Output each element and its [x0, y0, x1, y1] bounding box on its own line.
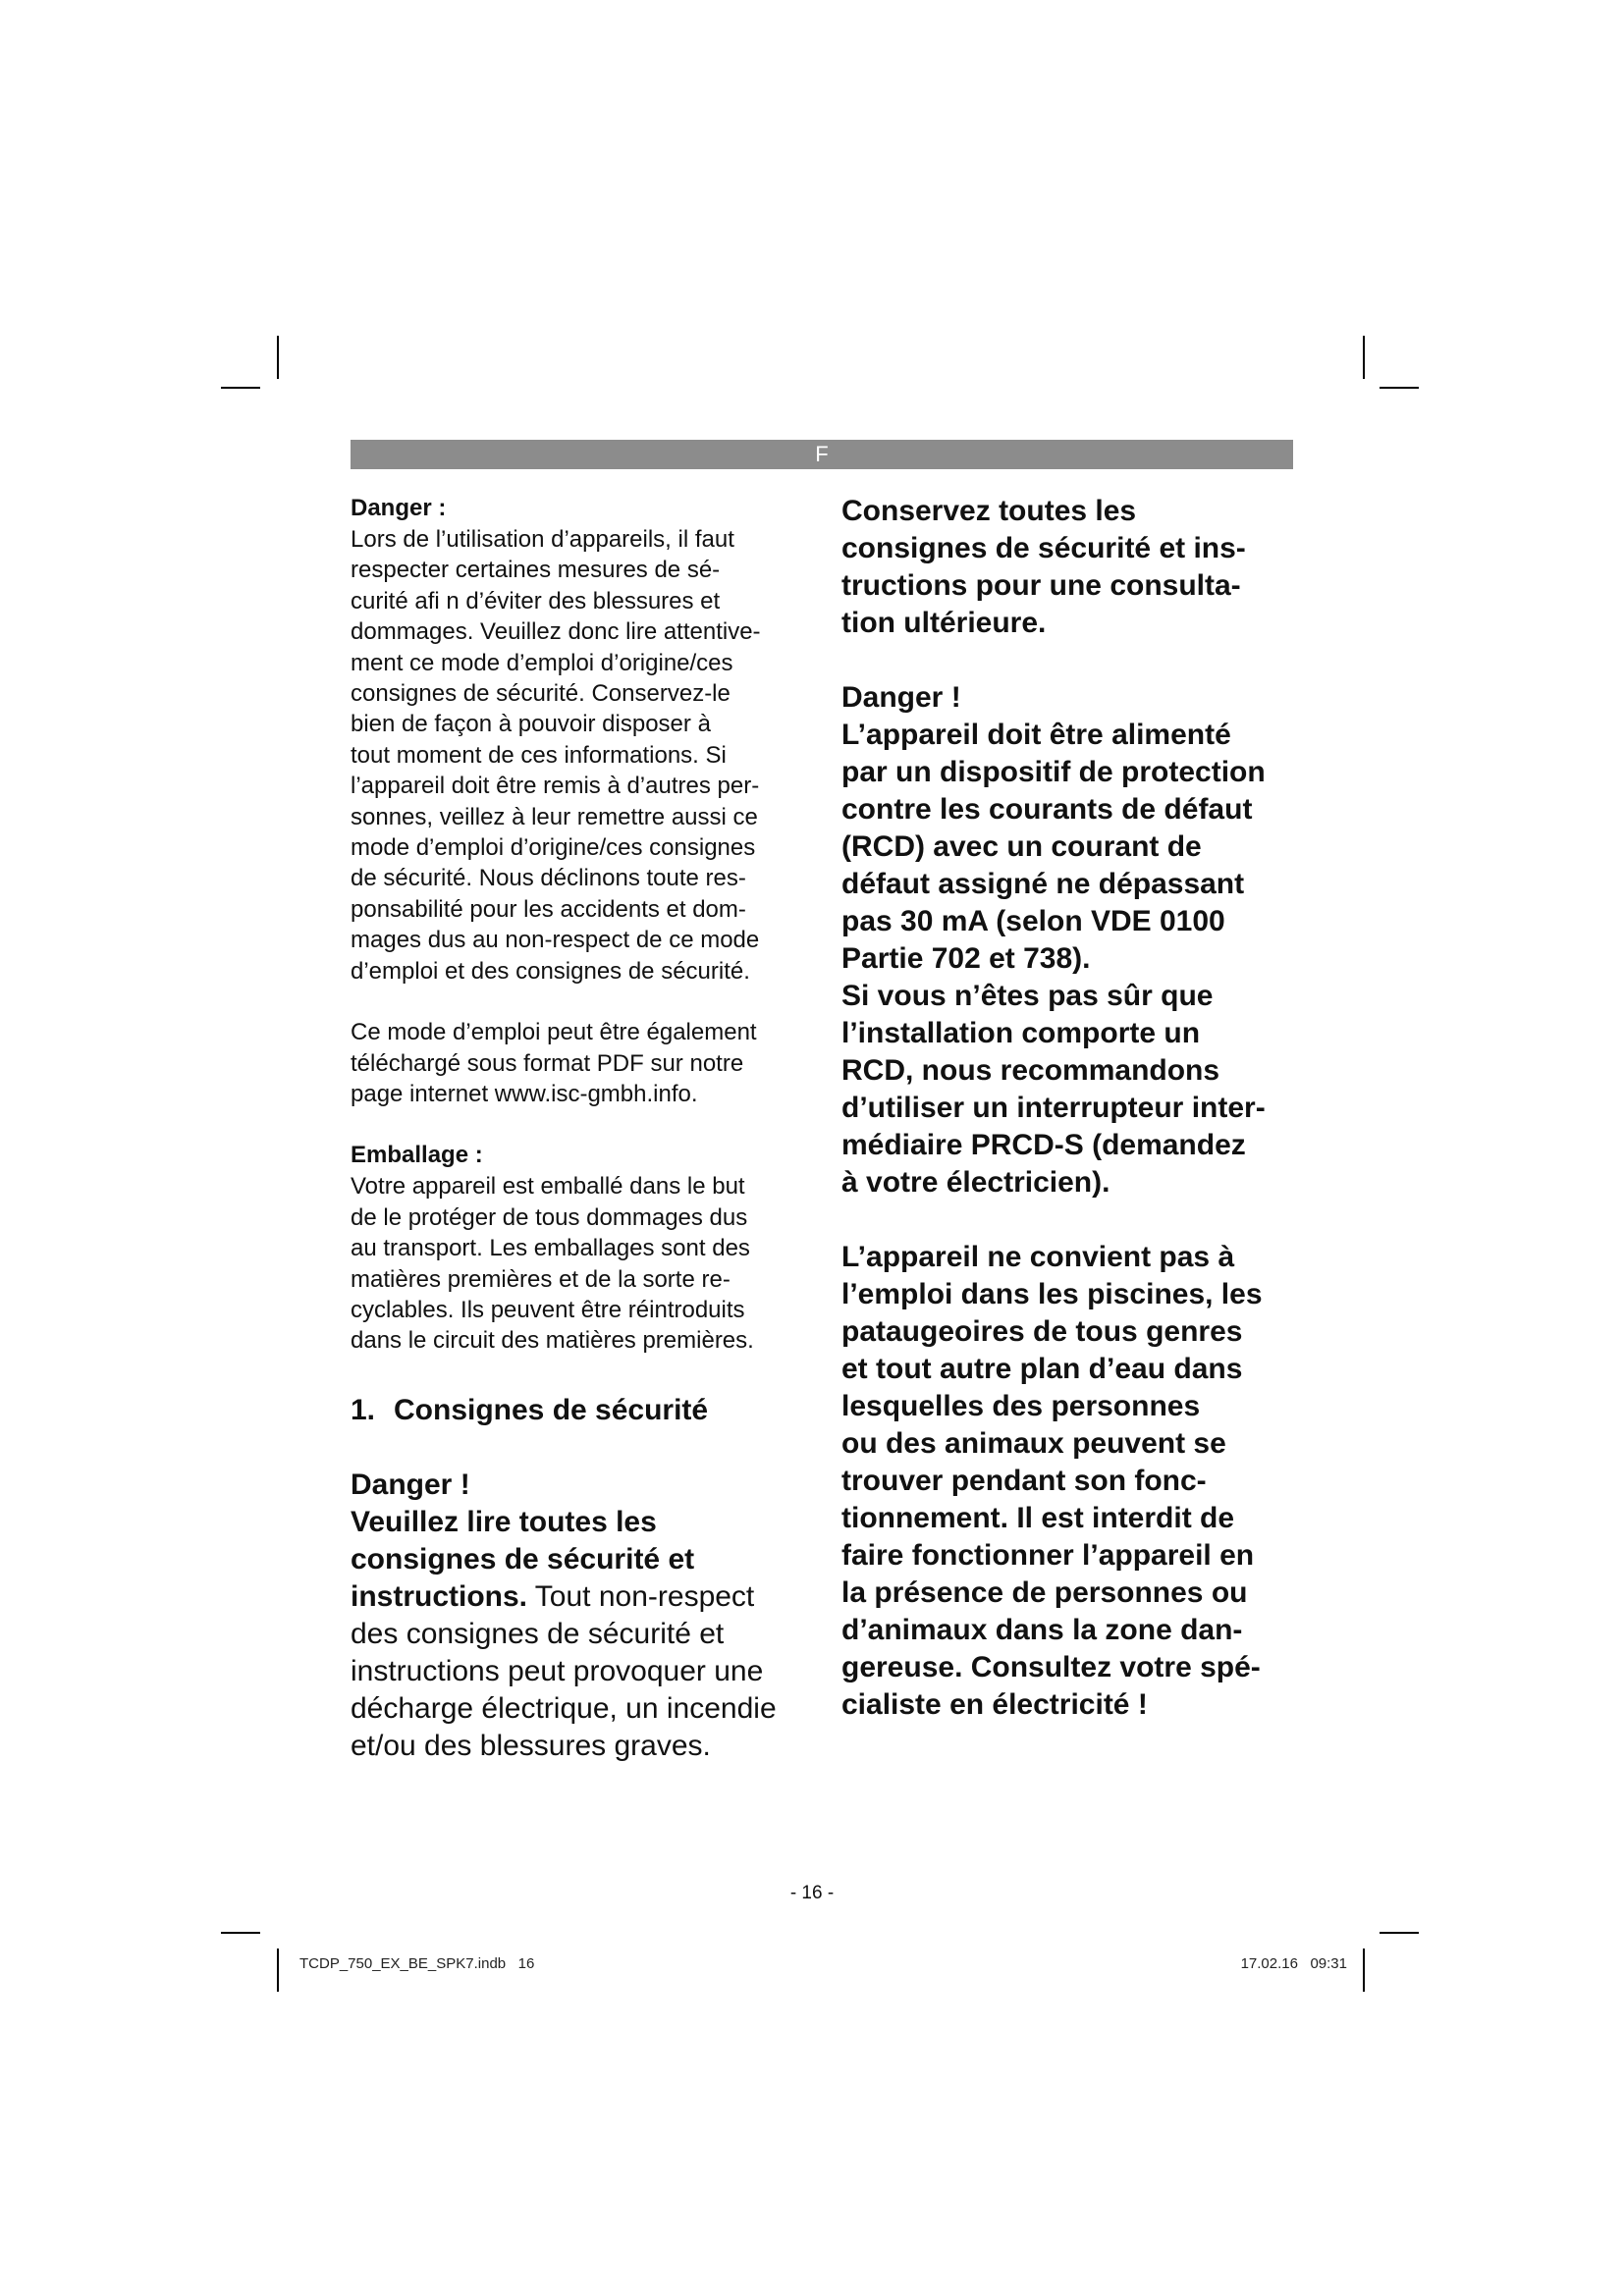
text-line: consignes de sécurité et ins-: [841, 532, 1246, 564]
text-line: décharge électrique, un incendie: [351, 1691, 777, 1725]
text-line: L’appareil doit être alimenté: [841, 719, 1231, 751]
text-line: (RCD) avec un courant de: [841, 830, 1202, 863]
text-line: ponsabilité pour les accidents et dom-: [351, 895, 746, 923]
text-line: de le protéger de tous dommages dus: [351, 1203, 748, 1231]
text-line: Veuillez lire toutes les: [351, 1505, 657, 1538]
text-line: page internet www.isc-gmbh.info.: [351, 1080, 698, 1107]
text-line: bien de façon à pouvoir disposer à: [351, 711, 711, 738]
text-line: par un dispositif de protection: [841, 756, 1266, 788]
text-line: contre les courants de défaut: [841, 793, 1253, 826]
text-line: curité afi n d’éviter des blessures et: [351, 587, 721, 614]
language-header-bar: [351, 440, 1293, 469]
text-line: [351, 1578, 802, 1616]
text-line: ment ce mode d’emploi d’origine/ces: [351, 649, 733, 676]
text-line: matières premières et de la sorte re-: [351, 1265, 731, 1293]
text-line: Conservez toutes les: [841, 495, 1137, 527]
text-line: pas 30 mA (selon VDE 0100: [841, 905, 1225, 937]
text-line: médiaire PRCD-S (demandez: [841, 1129, 1246, 1161]
right-column: [841, 493, 1293, 1724]
text-line: instructions peut provoquer une: [351, 1654, 764, 1687]
text-line: RCD, nous recommandons: [841, 1054, 1220, 1087]
text-line: au transport. Les emballages sont des: [351, 1235, 750, 1262]
text-line: tructions pour une consulta-: [841, 569, 1241, 602]
bold-phrase: instructions.: [351, 1579, 528, 1613]
text-line: tout moment de ces informations. Si: [351, 741, 727, 769]
text-line: tion ultérieure.: [841, 607, 1047, 639]
text-line: la présence de personnes ou: [841, 1576, 1248, 1609]
text-line: mode d’emploi d’origine/ces consignes: [351, 834, 756, 862]
text-line: lesquelles des personnes: [841, 1390, 1201, 1422]
crop-mark-bottom-right: [1363, 1949, 1365, 1992]
crop-mark-bottom-right: [1380, 1932, 1419, 1934]
text-line: Si vous n’êtes pas sûr que: [841, 980, 1214, 1012]
pool-warning: [841, 1239, 1293, 1724]
text-line: consignes de sécurité et: [351, 1542, 695, 1575]
text-line: dommages. Veuillez donc lire attentive-: [351, 618, 761, 646]
text-line: pataugeoires de tous genres: [841, 1315, 1243, 1348]
section-number: 1.: [351, 1393, 376, 1426]
text-line: d’animaux dans la zone dan-: [841, 1614, 1243, 1646]
text-line: Partie 702 et 738).: [841, 942, 1091, 975]
text-line: sonnes, veillez à leur remettre aussi ce: [351, 803, 758, 830]
text-line: respecter certaines mesures de sé-: [351, 557, 721, 584]
language-label: F: [815, 442, 829, 466]
rcd-warning: [841, 717, 1293, 1201]
text-line: l’appareil doit être remis à d’autres per-: [351, 773, 760, 800]
text-line: et tout autre plan d’eau dans: [841, 1353, 1243, 1385]
text-line: gereuse. Consultez votre spé-: [841, 1651, 1261, 1683]
packaging-heading: Emballage :: [351, 1142, 483, 1169]
section-title: Consignes de sécurité: [394, 1393, 709, 1426]
crop-mark-top-left: [221, 387, 260, 389]
text-line: Votre appareil est emballé dans le but: [351, 1173, 745, 1201]
footer-filename: TCDP_750_EX_BE_SPK7.indb 16: [299, 1955, 535, 1972]
text-line: d’utiliser un interrupteur inter-: [841, 1092, 1266, 1124]
text-line: mages dus au non-respect de ce mode: [351, 927, 760, 954]
keep-instructions-notice: [841, 493, 1293, 642]
text-line: tionnement. Il est interdit de: [841, 1502, 1235, 1534]
normal-phrase: Tout non-respect: [527, 1579, 755, 1613]
text-line: Ce mode d’emploi peut être également: [351, 1019, 757, 1046]
text-line: l’emploi dans les piscines, les: [841, 1278, 1263, 1310]
text-line: à votre électricien).: [841, 1166, 1110, 1199]
danger-paragraph: [351, 524, 802, 987]
pdf-download-note: [351, 1017, 802, 1109]
text-line: ou des animaux peuvent se: [841, 1427, 1226, 1460]
text-line: de sécurité. Nous déclinons toute res-: [351, 865, 746, 892]
footer-timestamp: 17.02.16 09:31: [1240, 1955, 1347, 1972]
danger-heading: Danger :: [351, 495, 447, 521]
text-line: Lors de l’utilisation d’appareils, il faut: [351, 526, 734, 553]
text-line: d’emploi et des consignes de sécurité.: [351, 957, 750, 985]
text-line: L’appareil ne convient pas à: [841, 1241, 1235, 1273]
packaging-paragraph: [351, 1171, 802, 1356]
text-line: défaut assigné ne dépassant: [841, 868, 1245, 900]
crop-mark-top-right: [1380, 387, 1419, 389]
section-heading-safety: [351, 1392, 802, 1429]
text-line: l’installation comporte un: [841, 1017, 1201, 1049]
crop-mark-bottom-left: [221, 1932, 260, 1934]
text-line: cyclables. Ils peuvent être réintroduits: [351, 1296, 745, 1323]
page-number: - 16 -: [789, 1883, 835, 1903]
text-line: faire fonctionner l’appareil en: [841, 1539, 1255, 1572]
crop-mark-bottom-left: [277, 1949, 279, 1992]
crop-mark-top-left: [277, 336, 279, 379]
left-column: [351, 493, 802, 1765]
danger-heading: Danger !: [351, 1468, 470, 1501]
text-line: cialiste en électricité !: [841, 1688, 1148, 1721]
danger-heading: Danger !: [841, 681, 961, 714]
text-line: consignes de sécurité. Conservez-le: [351, 680, 731, 708]
text-line: dans le circuit des matières premières.: [351, 1327, 754, 1355]
text-line: des consignes de sécurité et: [351, 1617, 725, 1650]
text-line: et/ou des blessures graves.: [351, 1729, 711, 1762]
text-line: trouver pendant son fonc-: [841, 1465, 1207, 1497]
crop-mark-top-right: [1363, 336, 1365, 379]
text-line: téléchargé sous format PDF sur notre: [351, 1049, 744, 1077]
